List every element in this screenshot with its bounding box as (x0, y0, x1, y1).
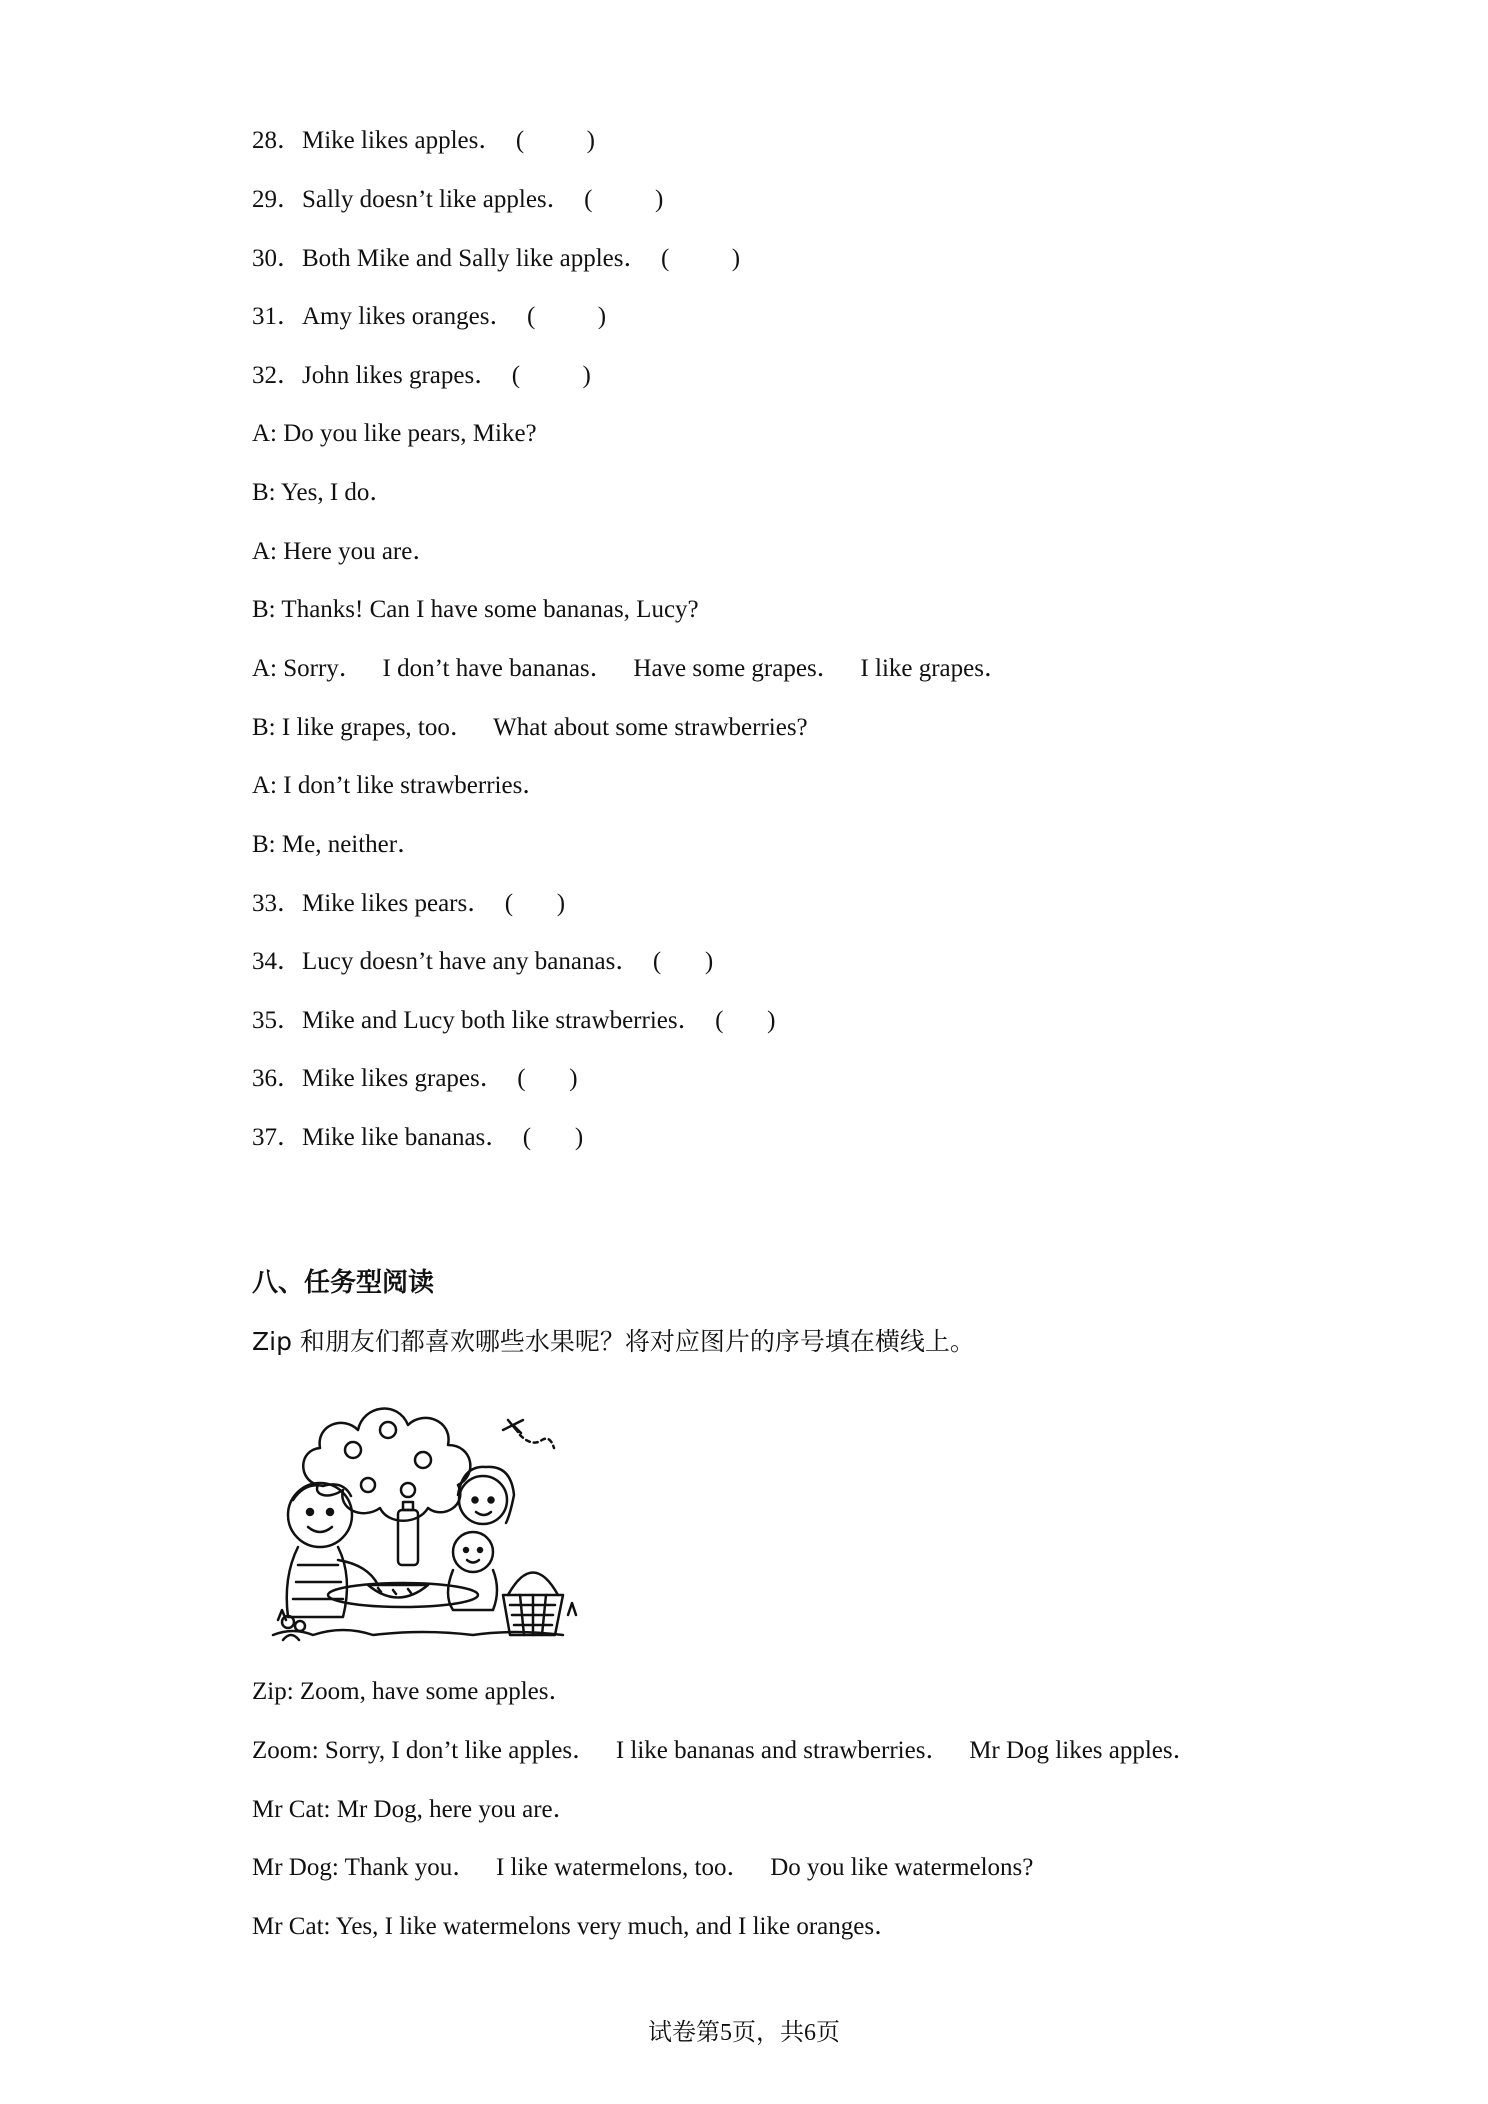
dialogue-line: A: Here you are． (252, 538, 438, 565)
question-29: 29．Sally doesn’t like apples． ( ) (252, 186, 664, 213)
dialogue-line: A: Sorry． I don’t have bananas． Have some grapes． I like grapes． (252, 655, 1009, 682)
question-30: 30．Both Mike and Sally like apples． ( ) (252, 245, 741, 272)
question-28: 28．Mike likes apples． ( ) (252, 127, 596, 154)
dialogue-line: Mr Cat: Mr Dog, here you are． (252, 1796, 578, 1823)
dialogue-line: B: Thanks! Can I have some bananas, Lucy? (252, 596, 699, 623)
dialogue-line: Mr Cat: Yes, I like watermelons very much, and I like oranges． (252, 1913, 900, 1940)
question-37: 37．Mike like bananas． ( ) (252, 1124, 584, 1151)
section-instruction: Zip 和朋友们都喜欢哪些水果呢？将对应图片的序号填在横线上。 (252, 1327, 975, 1356)
page-footer: 试卷第5页，共6页 (648, 2020, 840, 2046)
dialogue-line: B: I like grapes, too． What about some strawberries? (252, 714, 808, 741)
question-34: 34．Lucy doesn’t have any bananas． ( ) (252, 948, 714, 975)
question-36: 36．Mike likes grapes． ( ) (252, 1065, 578, 1092)
section-title: 八、任务型阅读 (252, 1268, 435, 1298)
dialogue-line: B: Me, neither． (252, 831, 423, 858)
question-33: 33．Mike likes pears． ( ) (252, 890, 566, 917)
picnic-illustration (258, 1390, 588, 1660)
dialogue-line: Zip: Zoom, have some apples． (252, 1678, 574, 1705)
dialogue-line: Mr Dog: Thank you． I like watermelons, too． Do you like watermelons? (252, 1854, 1034, 1881)
question-31: 31．Amy likes oranges． ( ) (252, 303, 607, 330)
dialogue-line: A: Do you like pears, Mike? (252, 420, 537, 447)
dialogue-line: A: I don’t like strawberries． (252, 772, 548, 799)
dialogue-line: B: Yes, I do． (252, 479, 395, 506)
dialogue-line: Zoom: Sorry, I don’t like apples． I like bananas and strawberries． Mr Dog likes apples． (252, 1737, 1198, 1764)
question-35: 35．Mike and Lucy both like strawberries． ( ) (252, 1007, 776, 1034)
question-32: 32．John likes grapes． ( ) (252, 362, 591, 389)
